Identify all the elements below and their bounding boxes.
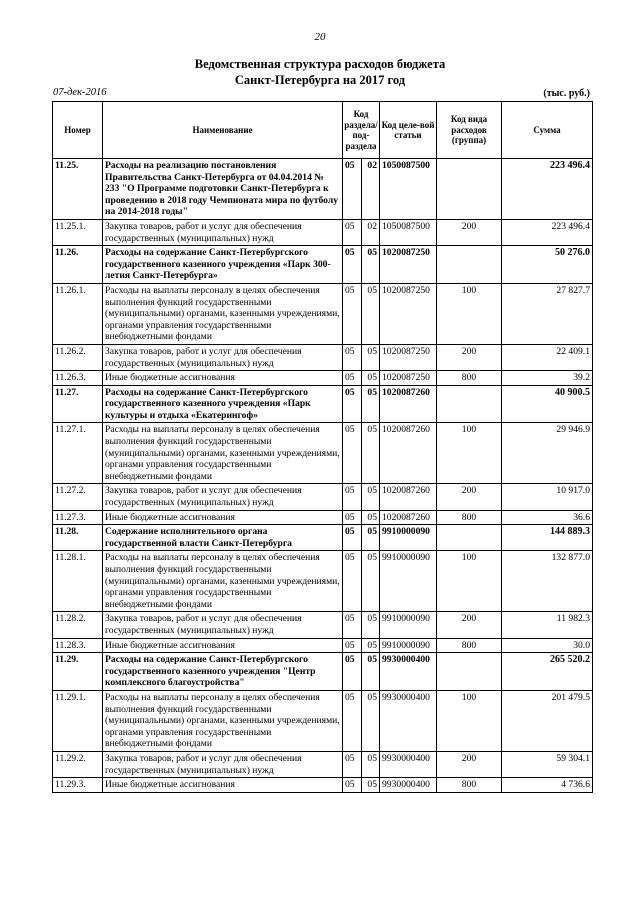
cell-target: 1020087260: [380, 484, 437, 510]
cell-expense-type: [437, 525, 502, 551]
header-section: Код раздела/ под-раздела: [343, 102, 380, 159]
cell-name: Иные бюджетные ассигнования: [103, 510, 343, 525]
cell-target: 9930000400: [380, 690, 437, 751]
header-target: Код целе-вой статьи: [380, 102, 437, 159]
cell-number: 11.28.3.: [53, 638, 103, 653]
header-expense-type: Код вида расходов (группа): [437, 102, 502, 159]
cell-expense-type: 200: [437, 612, 502, 638]
cell-subsection: 05: [362, 751, 380, 777]
cell-sum: 144 889.3: [502, 525, 593, 551]
cell-section: 05: [343, 751, 362, 777]
cell-subsection: 05: [362, 371, 380, 386]
cell-expense-type: 800: [437, 778, 502, 793]
cell-section: 05: [343, 551, 362, 612]
cell-expense-type: 200: [437, 484, 502, 510]
cell-target: 1020087250: [380, 283, 437, 344]
cell-expense-type: 800: [437, 510, 502, 525]
document-title: [0, 56, 640, 88]
cell-sum: 30.0: [502, 638, 593, 653]
table-row: [53, 246, 593, 284]
cell-expense-type: [437, 159, 502, 220]
cell-number: 11.26.1.: [53, 283, 103, 344]
page-number: 20: [314, 31, 326, 43]
cell-sum: 11 982.3: [502, 612, 593, 638]
table-row: [53, 371, 593, 386]
cell-sum: 223 496.4: [502, 159, 593, 220]
cell-name: Расходы на выплаты персоналу в целях обеспечения выполнения функций государственными (муниципальными) органами, казенными учреждениями, органами управления государственными внебюджетными фондами: [103, 283, 343, 344]
table-body: [53, 159, 593, 793]
cell-section: 05: [343, 690, 362, 751]
cell-section: 05: [343, 159, 362, 220]
cell-expense-type: [437, 246, 502, 284]
cell-expense-type: 100: [437, 283, 502, 344]
cell-section: 05: [343, 612, 362, 638]
title-line-2: Санкт-Петербурга на 2017 год: [234, 73, 406, 87]
cell-section: 05: [343, 638, 362, 653]
cell-number: 11.25.: [53, 159, 103, 220]
cell-section: 05: [343, 778, 362, 793]
cell-name: Расходы на выплаты персоналу в целях обеспечения выполнения функций государственными (муниципальными) органами, казенными учреждениями, органами управления государственными внебюджетными фондами: [103, 551, 343, 612]
cell-section: 05: [343, 525, 362, 551]
cell-section: 05: [343, 246, 362, 284]
cell-sum: 40 900.5: [502, 385, 593, 423]
cell-number: 11.25.1.: [53, 219, 103, 245]
units-label: (тыс. руб.): [543, 88, 590, 99]
cell-section: 05: [343, 371, 362, 386]
cell-sum: 22 409.1: [502, 344, 593, 370]
cell-target: 9930000400: [380, 778, 437, 793]
cell-section: 05: [343, 423, 362, 484]
cell-section: 05: [343, 484, 362, 510]
cell-target: 9910000090: [380, 525, 437, 551]
cell-expense-type: 100: [437, 551, 502, 612]
table-row: [53, 510, 593, 525]
cell-number: 11.26.3.: [53, 371, 103, 386]
cell-sum: 39.2: [502, 371, 593, 386]
cell-target: 9930000400: [380, 653, 437, 691]
cell-subsection: 02: [362, 159, 380, 220]
cell-name: Закупка товаров, работ и услуг для обеспечения государственных (муниципальных) нужд: [103, 484, 343, 510]
header-sum: Сумма: [502, 102, 593, 159]
cell-number: 11.29.1.: [53, 690, 103, 751]
cell-sum: 10 917.0: [502, 484, 593, 510]
cell-target: 1050087500: [380, 219, 437, 245]
cell-target: 9910000090: [380, 612, 437, 638]
cell-expense-type: 800: [437, 371, 502, 386]
cell-subsection: 05: [362, 484, 380, 510]
cell-number: 11.29.3.: [53, 778, 103, 793]
table-row: [53, 525, 593, 551]
cell-sum: 27 827.7: [502, 283, 593, 344]
cell-name: Расходы на содержание Санкт-Петербургского государственного казенного учреждения «Парк 300-летия Санкт-Петербурга»: [103, 246, 343, 284]
cell-target: 1020087260: [380, 385, 437, 423]
cell-name: Содержание исполнительного органа государственной власти Санкт-Петербурга: [103, 525, 343, 551]
table-row: [53, 653, 593, 691]
cell-subsection: 05: [362, 551, 380, 612]
cell-subsection: 05: [362, 525, 380, 551]
table-row: [53, 484, 593, 510]
cell-name: Расходы на содержание Санкт-Петербургского государственного казенного учреждения "Центр комплексного благоустройства": [103, 653, 343, 691]
cell-subsection: 05: [362, 423, 380, 484]
table-row: [53, 219, 593, 245]
cell-subsection: 05: [362, 612, 380, 638]
table-row: [53, 638, 593, 653]
cell-name: Закупка товаров, работ и услуг для обеспечения государственных (муниципальных) нужд: [103, 612, 343, 638]
table-row: [53, 778, 593, 793]
cell-target: 1020087250: [380, 344, 437, 370]
budget-table: [52, 101, 593, 793]
cell-expense-type: 800: [437, 638, 502, 653]
cell-subsection: 05: [362, 638, 380, 653]
cell-target: 1020087260: [380, 423, 437, 484]
cell-sum: 132 877.0: [502, 551, 593, 612]
cell-name: Закупка товаров, работ и услуг для обеспечения государственных (муниципальных) нужд: [103, 219, 343, 245]
header-number: Номер: [53, 102, 103, 159]
cell-name: Иные бюджетные ассигнования: [103, 371, 343, 386]
cell-expense-type: 100: [437, 690, 502, 751]
cell-section: 05: [343, 385, 362, 423]
cell-sum: 201 479.5: [502, 690, 593, 751]
table-row: [53, 612, 593, 638]
cell-number: 11.27.: [53, 385, 103, 423]
cell-section: 05: [343, 653, 362, 691]
cell-number: 11.28.1.: [53, 551, 103, 612]
cell-name: Расходы на выплаты персоналу в целях обеспечения выполнения функций государственными (муниципальными) органами, казенными учреждениями, органами управления государственными внебюджетными фондами: [103, 423, 343, 484]
cell-subsection: 05: [362, 283, 380, 344]
table-row: [53, 283, 593, 344]
table-row: [53, 690, 593, 751]
cell-sum: 4 736.6: [502, 778, 593, 793]
cell-expense-type: 200: [437, 219, 502, 245]
cell-target: 9930000400: [380, 751, 437, 777]
table-row: [53, 159, 593, 220]
cell-name: Расходы на выплаты персоналу в целях обеспечения выполнения функций государственными (муниципальными) органами, казенными учреждениями, органами управления государственными внебюджетными фондами: [103, 690, 343, 751]
cell-expense-type: 200: [437, 751, 502, 777]
cell-section: 05: [343, 510, 362, 525]
table-row: [53, 344, 593, 370]
title-line-1: Ведомственная структура расходов бюджета: [194, 57, 446, 71]
cell-target: 1020087260: [380, 510, 437, 525]
cell-section: 05: [343, 344, 362, 370]
cell-sum: 265 520.2: [502, 653, 593, 691]
cell-target: 1050087500: [380, 159, 437, 220]
cell-name: Иные бюджетные ассигнования: [103, 638, 343, 653]
cell-subsection: 05: [362, 246, 380, 284]
cell-expense-type: 100: [437, 423, 502, 484]
cell-number: 11.28.: [53, 525, 103, 551]
cell-expense-type: 200: [437, 344, 502, 370]
cell-sum: 36.6: [502, 510, 593, 525]
table-row: [53, 751, 593, 777]
cell-name: Закупка товаров, работ и услуг для обеспечения государственных (муниципальных) нужд: [103, 344, 343, 370]
cell-target: 9910000090: [380, 551, 437, 612]
cell-number: 11.29.: [53, 653, 103, 691]
cell-number: 11.27.3.: [53, 510, 103, 525]
cell-subsection: 02: [362, 219, 380, 245]
cell-subsection: 05: [362, 344, 380, 370]
cell-subsection: 05: [362, 510, 380, 525]
table-row: [53, 551, 593, 612]
cell-section: 05: [343, 283, 362, 344]
cell-expense-type: [437, 385, 502, 423]
cell-number: 11.28.2.: [53, 612, 103, 638]
cell-subsection: 05: [362, 385, 380, 423]
cell-target: 1020087250: [380, 246, 437, 284]
cell-subsection: 05: [362, 690, 380, 751]
cell-target: 9910000090: [380, 638, 437, 653]
cell-sum: 29 946.9: [502, 423, 593, 484]
cell-number: 11.27.2.: [53, 484, 103, 510]
cell-expense-type: [437, 653, 502, 691]
cell-name: Иные бюджетные ассигнования: [103, 778, 343, 793]
cell-number: 11.26.2.: [53, 344, 103, 370]
cell-section: 05: [343, 219, 362, 245]
table-row: [53, 423, 593, 484]
cell-name: Расходы на реализацию постановления Правительства Санкт-Петербурга от 04.04.2014 № 233 "О Программе подготовки Санкт-Петербурга к проведению в 2018 году Чемпионата мира по футболу на 2014-2018 годы": [103, 159, 343, 220]
cell-target: 1020087250: [380, 371, 437, 386]
cell-name: Расходы на содержание Санкт-Петербургского государственного казенного учреждения «Парк культуры и отдыха «Екатерингоф»: [103, 385, 343, 423]
cell-sum: 59 304.1: [502, 751, 593, 777]
header-name: Наименование: [103, 102, 343, 159]
cell-number: 11.29.2.: [53, 751, 103, 777]
cell-subsection: 05: [362, 653, 380, 691]
cell-number: 11.26.: [53, 246, 103, 284]
cell-name: Закупка товаров, работ и услуг для обеспечения государственных (муниципальных) нужд: [103, 751, 343, 777]
cell-sum: 50 276.0: [502, 246, 593, 284]
cell-subsection: 05: [362, 778, 380, 793]
cell-sum: 223 496.4: [502, 219, 593, 245]
table-header-row: [53, 102, 593, 159]
cell-number: 11.27.1.: [53, 423, 103, 484]
table-row: [53, 385, 593, 423]
document-date: 07-дек-2016: [53, 87, 107, 98]
